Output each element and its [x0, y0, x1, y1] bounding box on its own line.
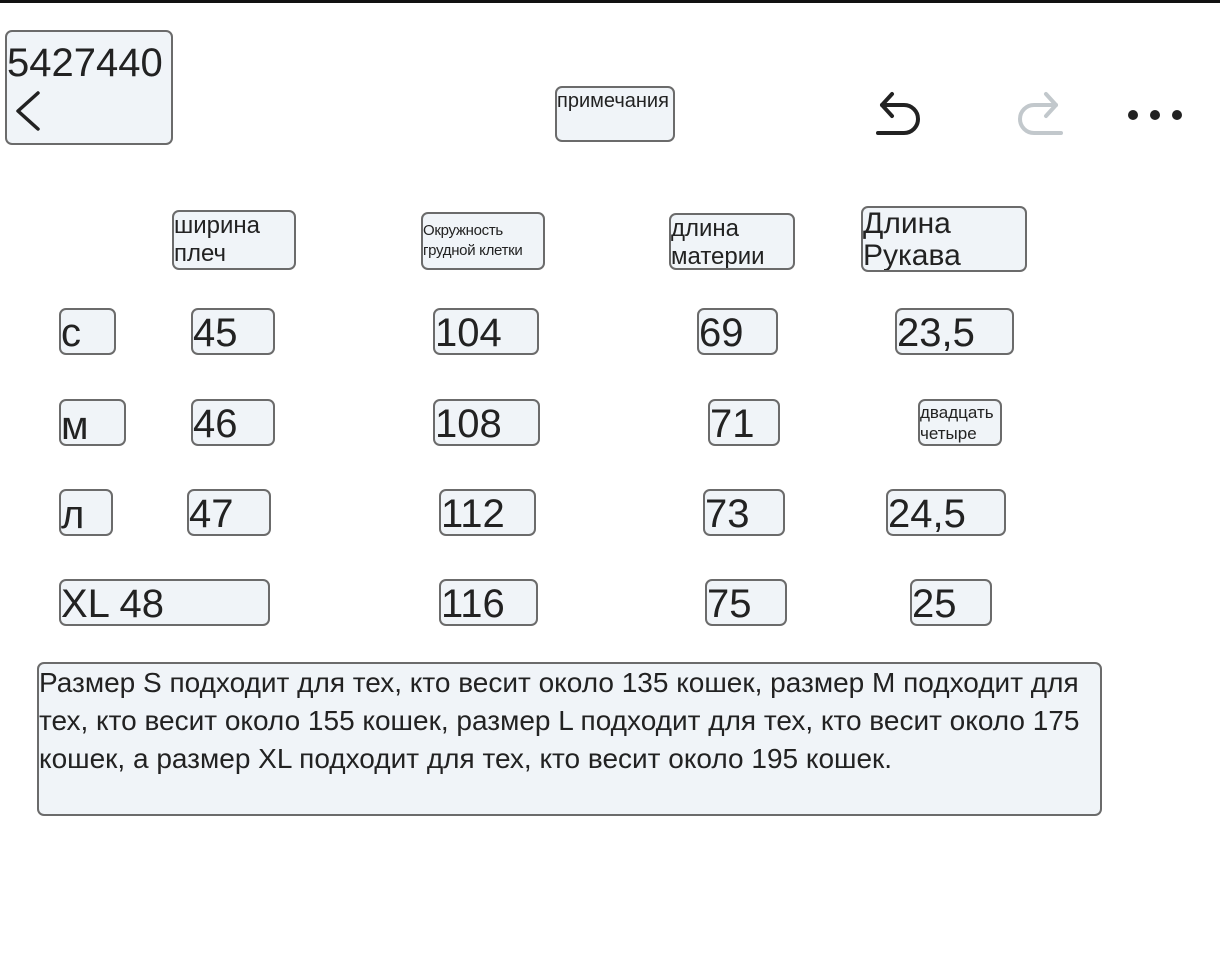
undo-icon[interactable] [870, 86, 932, 140]
size-label-xl: XL 48 [59, 579, 270, 626]
more-horizontal-icon[interactable] [1124, 104, 1186, 126]
cell-sleeve-l: 24,5 [886, 489, 1006, 536]
cell-sleeve-s: 23,5 [895, 308, 1014, 355]
cell-chest-s: 104 [433, 308, 539, 355]
size-label-m: м [59, 399, 126, 446]
cell-shoulder-l: 47 [187, 489, 271, 536]
size-label-s: с [59, 308, 116, 355]
redo-icon[interactable] [1006, 86, 1068, 140]
page-title: примечания [555, 86, 675, 142]
cell-sleeve-xl: 25 [910, 579, 992, 626]
cell-chest-l: 112 [439, 489, 536, 536]
header-sleeve-length: Длина Рукава [861, 206, 1027, 272]
size-label-l: л [59, 489, 113, 536]
header-shoulder-width: ширина плеч [172, 210, 296, 270]
cell-length-xl: 75 [705, 579, 787, 626]
header-body-length: длина материи [669, 213, 795, 270]
header-chest: Окружность грудной клетки [421, 212, 545, 270]
cell-chest-m: 108 [433, 399, 540, 446]
cell-sleeve-m: двадцать четыре [918, 399, 1002, 446]
cell-length-l: 73 [703, 489, 785, 536]
cell-shoulder-s: 45 [191, 308, 275, 355]
chevron-left-icon[interactable] [8, 88, 48, 134]
note-text[interactable]: Размер S подходит для тех, кто весит около 135 кошек, размер M подходит для тех, кто весит около 155 кошек, размер L подходит для тех, кто весит около 175 кошек, а размер XL подходит для тех, кто весит около 195 кошек. [37, 662, 1102, 816]
top-border [0, 0, 1220, 3]
cell-chest-xl: 116 [439, 579, 538, 626]
note-id: 5427440 [7, 41, 163, 85]
cell-shoulder-m: 46 [191, 399, 275, 446]
cell-length-m: 71 [708, 399, 780, 446]
cell-length-s: 69 [697, 308, 778, 355]
